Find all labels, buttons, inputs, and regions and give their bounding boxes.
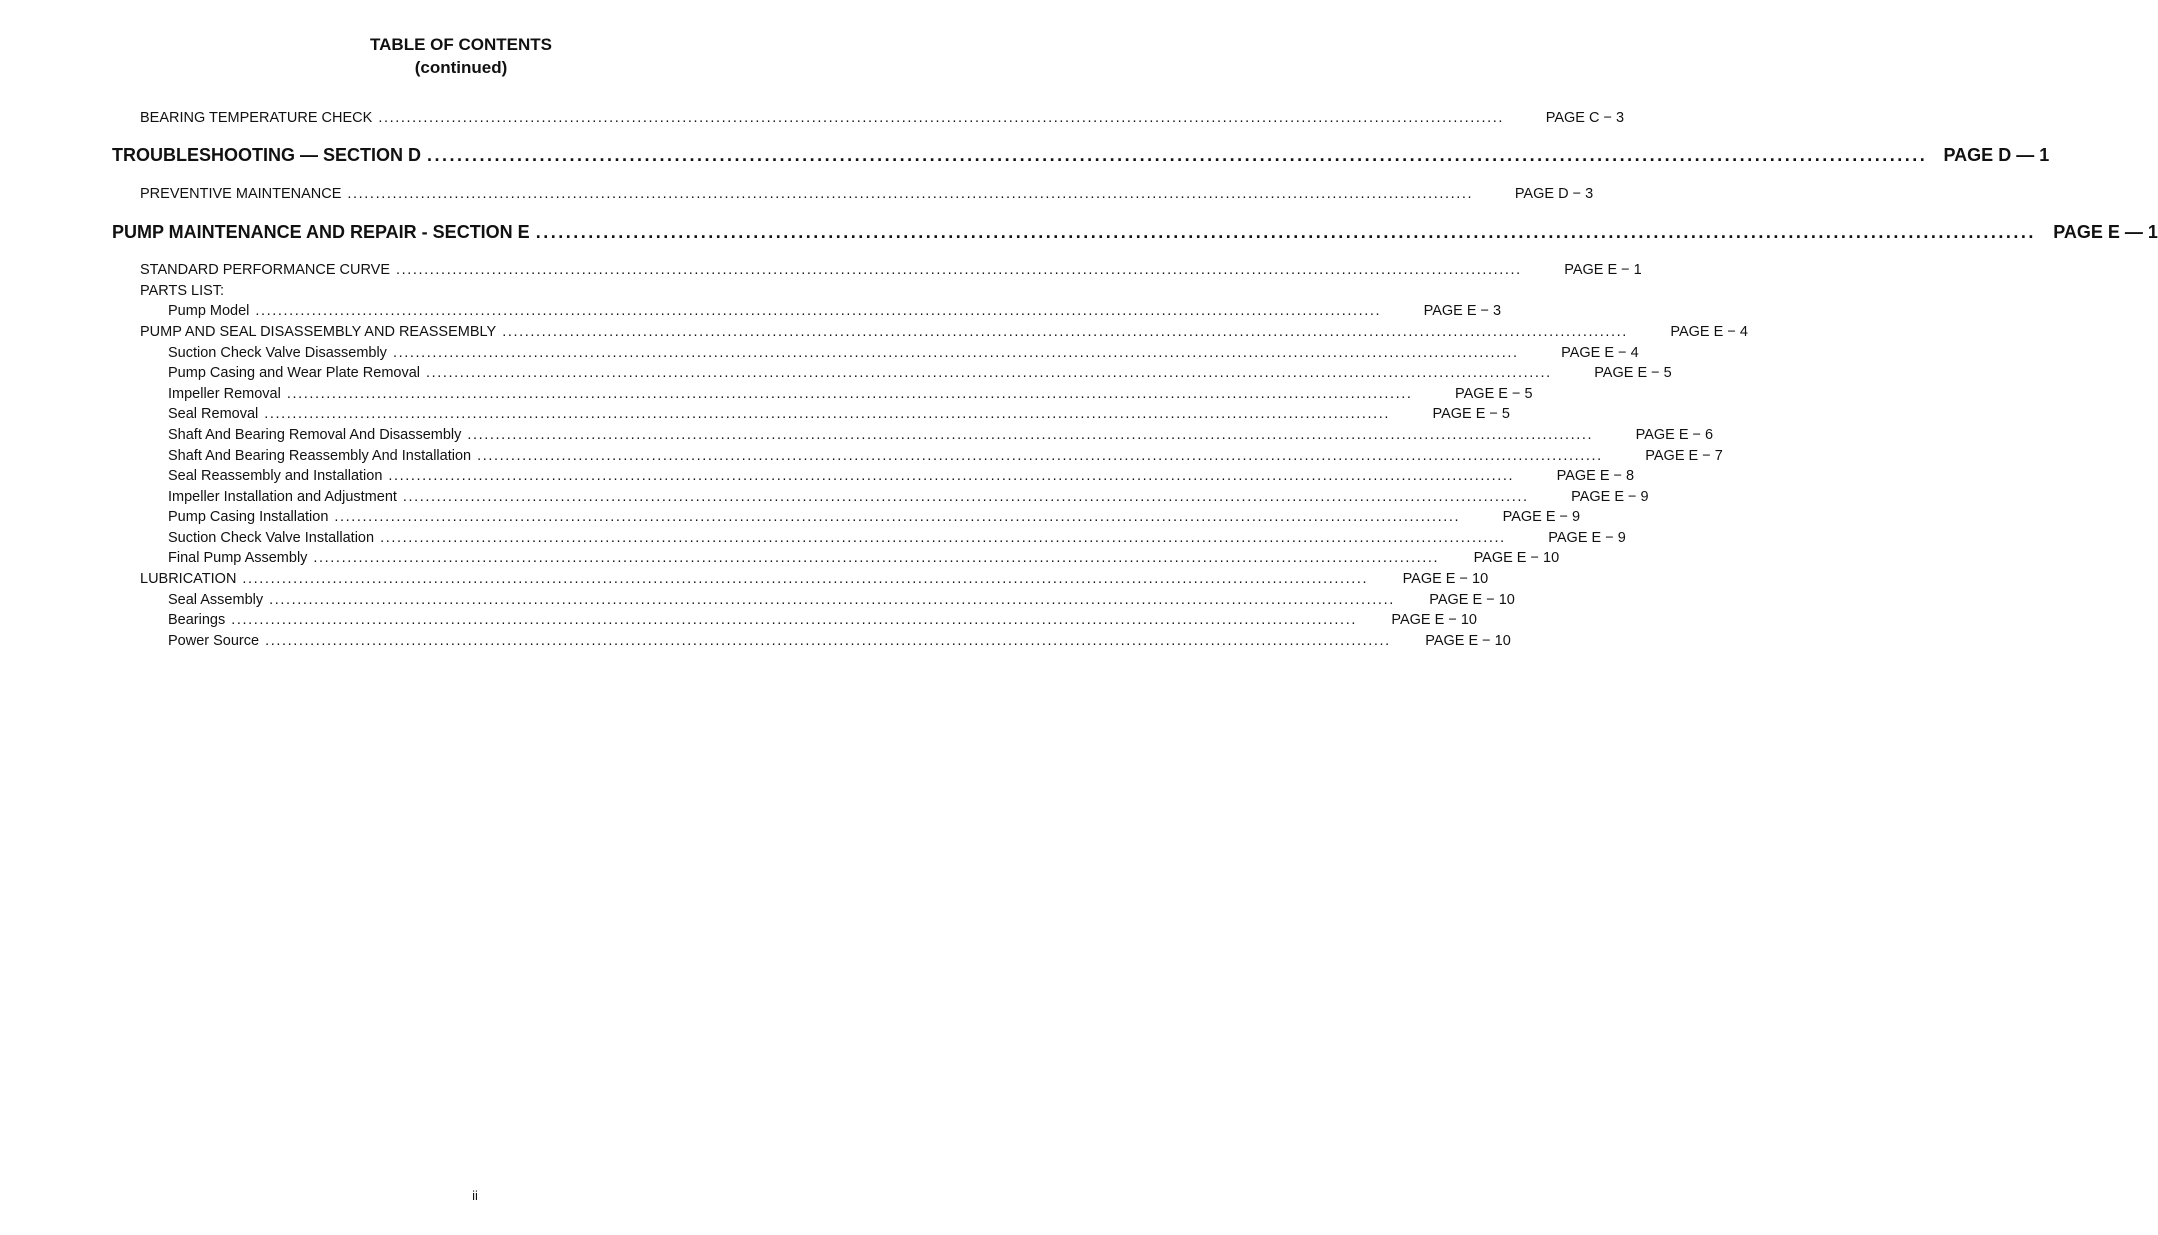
toc-entry-page: PAGE E − 5: [1455, 386, 1533, 402]
dot-leader: ........................................................................................................................................................................................................: [255, 303, 1382, 319]
toc-entry: [168, 406, 1510, 422]
toc-entry: [168, 489, 1649, 505]
toc-entry-page: PAGE E − 10: [1391, 612, 1477, 628]
dot-leader: ........................................................................................................................................................................................................: [264, 406, 1390, 422]
toc-entry: [140, 571, 1489, 587]
toc-entry-page: PAGE E − 1: [1564, 262, 1642, 278]
dot-leader: ........................................................................................................................................................................................................: [231, 612, 1357, 628]
toc-entry-label: PUMP MAINTENANCE AND REPAIR - SECTION E: [112, 222, 530, 242]
toc-entry-label: Seal Reassembly and Installation: [168, 468, 383, 484]
toc-entry-label: TROUBLESHOOTING — SECTION D: [112, 145, 422, 165]
toc-entry-label: Pump Model: [168, 303, 250, 319]
toc-entry-label: PARTS LIST:: [140, 283, 225, 299]
toc-entry: [168, 345, 1639, 361]
dot-leader: ........................................................................................................................................................................................................: [269, 592, 1395, 608]
toc-entry-page: PAGE E − 10: [1473, 550, 1560, 566]
toc-entry: [140, 262, 1642, 278]
toc-entry-label: Shaft And Bearing Removal And Disassembly: [168, 427, 462, 443]
toc-entry-page: PAGE E − 10: [1429, 592, 1515, 608]
toc-entry-label: Seal Removal: [168, 406, 259, 422]
dot-leader: ........................................................................................................................................................................................................: [467, 427, 1594, 443]
toc-entry-page: PAGE E − 3: [1423, 303, 1502, 319]
toc-entry: [168, 509, 1581, 525]
toc-entry: [168, 448, 1723, 464]
toc-entry-label: Suction Check Valve Installation: [168, 530, 375, 546]
toc-entry-page: PAGE E − 4: [1670, 324, 1748, 340]
toc-section-heading: [112, 222, 2158, 243]
toc-entry-label: Shaft And Bearing Reassembly And Installation: [168, 448, 472, 464]
dot-leader: ........................................................................................................................................................................................................: [347, 186, 1474, 202]
dot-leader: ........................................................................................................................................................................................................: [427, 145, 1928, 165]
toc-entry-label: Final Pump Assembly: [168, 550, 308, 566]
toc-entry: [140, 186, 1594, 202]
toc-entry-page: PAGE E — 1: [2053, 222, 2158, 242]
toc-entry-page: PAGE E − 7: [1645, 448, 1723, 464]
toc-entry-page: PAGE C − 3: [1545, 110, 1625, 126]
toc-entry: [168, 530, 1626, 546]
toc-entry-label: Suction Check Valve Disassembly: [168, 345, 387, 361]
toc-entry: [168, 386, 1533, 402]
toc-entry-page: PAGE E − 9: [1571, 489, 1649, 505]
toc-entry-label: PREVENTIVE MAINTENANCE: [140, 186, 342, 202]
dot-leader: ........................................................................................................................................................................................................: [242, 571, 1369, 587]
toc-entry-label: Pump Casing Installation: [168, 509, 329, 525]
toc-entry: [140, 324, 1748, 340]
toc-entry-page: PAGE E − 5: [1594, 365, 1672, 381]
toc-entry-page: PAGE E − 8: [1556, 468, 1635, 484]
toc-section-heading: [112, 145, 2050, 166]
page-number: ii: [472, 1188, 478, 1203]
toc-entry: [168, 612, 1477, 628]
toc-entry: [168, 468, 1635, 484]
toc-entry-label: Power Source: [168, 633, 260, 649]
dot-leader: ........................................................................................................................................................................................................: [502, 324, 1628, 340]
toc-entry: [140, 283, 842, 299]
toc-entry: [168, 592, 1515, 608]
dot-leader: ........................................................................................................................................................................................................: [265, 633, 1391, 649]
toc-entry-page: PAGE D — 1: [1943, 145, 2050, 165]
toc-entry: [168, 633, 1511, 649]
toc-entry-page: PAGE E − 9: [1548, 530, 1626, 546]
dot-leader: ........................................................................................................................................................................................................: [426, 365, 1552, 381]
dot-leader: ........................................................................................................................................................................................................: [286, 386, 1413, 402]
toc-entry: [168, 550, 1560, 566]
title-line-2: (continued): [414, 58, 508, 77]
dot-leader: ........................................................................................................................................................................................................: [392, 345, 1519, 361]
toc-entry-page: PAGE E − 10: [1402, 571, 1489, 587]
dot-leader: ........................................................................................................................................................................................................: [378, 110, 1505, 126]
toc-entry-label: Impeller Installation and Adjustment: [168, 489, 397, 505]
toc-entry: [168, 365, 1672, 381]
toc-entry: [168, 427, 1714, 443]
toc-entry-label: STANDARD PERFORMANCE CURVE: [140, 262, 391, 278]
dot-leader: ........................................................................................................................................................................................................: [388, 468, 1515, 484]
dot-leader: ........................................................................................................................................................................................................: [380, 530, 1506, 546]
toc-entry-page: PAGE E − 6: [1635, 427, 1714, 443]
toc-entry: [168, 303, 1502, 319]
toc-entry-page: PAGE E − 9: [1502, 509, 1581, 525]
toc-entry-page: PAGE E − 10: [1425, 633, 1511, 649]
toc-entry-label: Pump Casing and Wear Plate Removal: [168, 365, 420, 381]
toc-entry-page: PAGE E − 4: [1561, 345, 1639, 361]
dot-leader: ........................................................................................................................................................................................................: [334, 509, 1461, 525]
toc-entry-page: PAGE D − 3: [1514, 186, 1594, 202]
dot-leader: ........................................................................................................................................................................................................: [313, 550, 1440, 566]
dot-leader: ........................................................................................................................................................................................................: [535, 222, 2036, 242]
toc-entry-label: BEARING TEMPERATURE CHECK: [140, 110, 373, 126]
toc-entry-label: Seal Assembly: [168, 592, 264, 608]
dot-leader: ........................................................................................................................................................................................................: [402, 489, 1529, 505]
toc-entry-label: PUMP AND SEAL DISASSEMBLY AND REASSEMBLY: [140, 324, 497, 340]
toc-entry-label: LUBRICATION: [140, 571, 237, 587]
dot-leader: ........................................................................................................................................................................................................: [396, 262, 1522, 278]
toc-entry: [140, 110, 1625, 126]
toc-entry-label: Bearings: [168, 612, 226, 628]
title-line-1: TABLE OF CONTENTS: [370, 35, 552, 54]
dot-leader: ........................................................................................................................................................................................................: [477, 448, 1603, 464]
toc-entry-label: Impeller Removal: [168, 386, 281, 402]
toc-entry-page: PAGE E − 5: [1432, 406, 1510, 422]
